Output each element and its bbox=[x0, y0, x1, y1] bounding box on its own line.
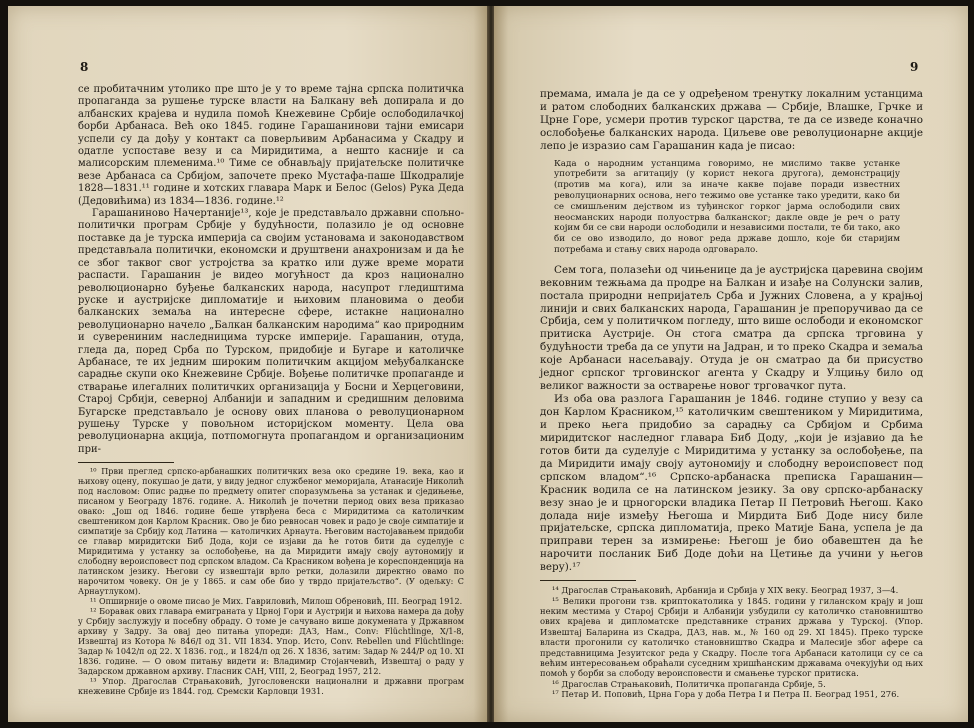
right-page-body bbox=[540, 88, 923, 700]
footnote: ¹¹ Опширније о овоме писао је Мих. Гавриловић, Милош Обреновић, III. Београд 1912. bbox=[90, 595, 463, 606]
footnotes bbox=[78, 467, 464, 696]
body-paragraph: Гарашаниново Начертаније¹³, које је представљало државни спољно-политички програм Србије у будућности, полазило је од основне поставке да је турска империја са својим установама и законодавством представљала политички, економски и друштвени анахронизам и да ће се због таквог свог устројства за кратко или дуже време морати распасти. Гарашанин је видео могућност да кроз национално революционарно буђење балканских народа, насупрот гледиштима руске и аустријске дипломатије и њиховим плановима о деоби балканских земаља на интересне сфере, истакне национално револуционарно начело „Балкан балканским народима“ као природним и суверениним наследницима турске империје. Гарашанин, отуда, гледа да, поред Срба по Турском, придобије и Бугаре и католичке Арбанасе, те их једним широким политичким акцијом међубалканске сарадње скупи око Кнежевине Србије. Вођење политичке пропаганде и стварање илегалних политичких организација у Босни и Херцеговини, Старој Србији, северној Албанији и западним и средишним деловима Бугарске представљало је основу ових планова о револуционарном рушењу Турске у повољном историјском моменту. Цела ова револуционарна акција, потпомогнута пропагандом и организационим при- bbox=[78, 208, 464, 455]
footnote: ¹⁶ Драгослав Страњаковић, Политичка пропаганда Србије, 5. bbox=[552, 678, 826, 689]
body-paragraph: премама, имала је да се у одређеном тренутку локалним устанцима и ратом слободних балканских држава — Србије, Влашке, Грчке и Црне Горе, усмери против турског царства, те да се изведе коначно ослобођење балканских народа. Циљеве ове револуционарне акције лепо је изразио сам Гарашанин када је писао: bbox=[540, 88, 923, 152]
body-paragraph: Из оба ова разлога Гарашанин је 1846. године ступио у везу са дон Карлом Красником,¹⁵ католичким свештеником у Миридитима, и преко њега придобио за сарадњу са Србијом и Србима миридитског наследног главара Биб Доду, „који је изјавио да ће готов бити да суделује с Миридитима у устанку за ослобођење, па да Миридити имају своју аутономију и слободну вероисповест под српском владом“.¹⁶ Српско-арбанаска преписка Гарашанин—Красник водила се на латинском језику. За ову српско-арбанаску везу знао је и црногорски владика Петар II Петровић Његош. Како долада није између Његоша и Мирдита Биб Доде нису биле пријатељске, српска дипломатија, преко Матије Бана, успела је да приправи терен за измирење: Његош је био обавештен да ће нарочити посланик Биб Доде доћи на Цетиње да учини у његов веру).¹⁷ bbox=[540, 393, 923, 574]
page-number: 9 bbox=[910, 60, 919, 74]
footnote-divider bbox=[540, 580, 636, 581]
body-paragraph: Сем тога, полазећи од чињенице да је аустријска царевина својим вековним тежњама да продре на Балкан и изађе на Солунски залив, постала природни непријатељ Срба и Јужних Словена, а у крајњој линији и свих балканских народа, Гарашанин је препоручивао да се Србија, сем у политичком погледу, што више ослободи и економског притиска Аустрије. Он стога сматра да српска трговина у будућности треба да се упути на Јадран, и то преко Скадра и земаља које Арбанаси насељавају. Отуда је он сматрао да би присуство једног српског трговинског агента у Скадру и Улцињу било од великог важности за остварење новог трговачког пута. bbox=[540, 263, 923, 393]
right-page bbox=[494, 6, 968, 722]
footnote: ¹² Боравак ових главара емиграната у Црној Гори и Аустрији и њихова намера да дођу у Србију заслужују и посебну обраду. О томе је сачувано више докумената у Државном архиву у Задру. За овај део питања упореди: ДАЗ, Нам., Conv: Flüchtlinge, X/1-8, Извештај из Котора № 846/I од 31. VII 1834. Упор. Исто, Conv. Rebellen und Flüchtlinge: Задар № 1042/п од 22. X 1836. год., и 1824/п од 26. X 1836, затим: Задар № 244/Р од 10. XI 1836. године. — О овом питању видети и: Владимир Стојанчевић, Извештај о раду у Задарском државном архиву. Гласник САН, VIII, 2, Београд 1957, 212. bbox=[78, 605, 464, 676]
footnote: ¹³ Упор. Драгослав Страњаковић, Југословенски национални и државни програм кнежевине Србије из 1844. год. Сремски Карловци 1931. bbox=[78, 675, 464, 696]
footnote: ¹⁴ Драгослав Страњаковић, Арбанија и Србија у XIX веку. Београд 1937, 3—4. bbox=[552, 585, 899, 596]
block-quote: Када о народним устанцима говоримо, не мислимо такве устанке употребити за агитацију (у корист некога другога), демонстрацију (против ма кога), или за иначе какве појаве поради известних револуционарних основа, него тежимо ове устанке тако уредити, како би се смишљеним дејством из туђинског горког јарма ослободили свих неосманских народи полуострва балканског; дакле овде је реч о рату којим би се сви народи ослободили и независими постали, те би тако, ако би се ово изводило, до новог реда државе дошло, које би старијим потребама и стању свих народа одговарало. bbox=[554, 158, 900, 255]
left-page bbox=[8, 6, 488, 722]
footnote: ¹⁵ Велики прогони тзв. криптокатолика у 1845. години у гиланском крају и још неким местима у Старој Србији и Албанији узбудили су католичко становништво ових крајева и дипломатске представнике страних држава у Турској. (Упор. Извештај Баларина из Скадра, ДАЗ, нав. м., № 160 од 29. XI 1845). Преко турске власти прогонили су католичко становништво Скадра и Малесије због аферe са представницима Језуитског реда у Скадру. После тога Арбанаси католици су се са већим интересовањем обраћали суседним хришћанским државама очекујући од њих помоћ у борби за слободу вероисповести и смањење турског притиска. bbox=[540, 595, 923, 679]
footnote: ¹⁷ Петар И. Поповић, Црна Гора у доба Петра I и Петра II. Београд 1951, 276. bbox=[552, 689, 900, 700]
body-paragraph: се пробитачним утолико пре што је у то време тајна српска политичка пропаганда за рушење турске власти на Балкану већ допирала и до албанских крајева и нудила помоћ Кнежевине Србије ослободилачкој борби Арбанаса. Већ око 1845. године Гарашанинови тајни емисари успели су да дођу у контакт са поверљивим Арбанасима у Скадру и одатле успоставе везу и са Миридитима, а нешто касније и са малисорским племенима.¹⁰ Тиме се обнављају пријатељске политичке везе Арбанаса са Србијом, започете преко Мустафа-паше Шкодралије 1828—1831.¹¹ године и хотских главара Марк и Белос (Gelos) Рука Деда (Дедовићима) из 1834—1836. године.¹² bbox=[78, 84, 464, 207]
page-number: 8 bbox=[80, 60, 89, 74]
footnote: ¹⁰ Први преглед српско-арбанашких политичких веза око средине 19. века, као и њихову оцену, покушао је дати, у виду једног службеног меморијала, Атанасије Николић под насловом: Опис радње по предмету опитег спорaзумљења за устанак и сједињење, писаном у Београду 1876. године. А. Николић је почетни период ових веза приказао овако: „Још од 1846. године беше утврђена беса с Миридитима са католичким свештеником дон Карлом Красник. Ово је био ревносан човек и радо је своје симпатије и симпатије за Србију код Латина — католичких Арнаута. Његовим настојавањем придоби се главар миридитски Биб Дода, који се изјави да ће готов бити да суделује с Миридитима у устанку за ослобођење, на да Миридити имају своју аутономију и слободну вероисповест под српском владом. Са Красником вођена је кореспонденција на латинском језику. Његови су извештаји врло ретки, долазили директно овамо по нарочитом човеку. Он је у 1865. и сам обе био у тврдо пријатељство“. (У одељку: С Арнаутлуком). bbox=[78, 466, 464, 596]
footnotes bbox=[540, 585, 923, 699]
footnote-divider bbox=[78, 462, 174, 463]
left-page-body bbox=[78, 84, 464, 696]
